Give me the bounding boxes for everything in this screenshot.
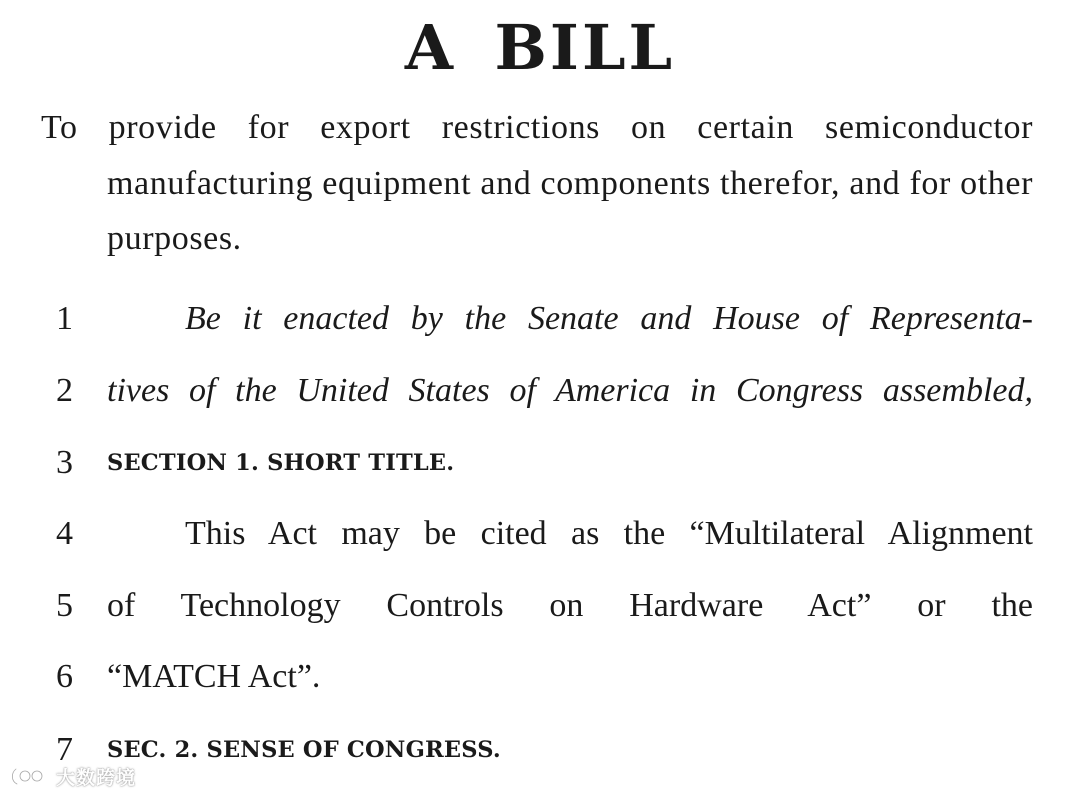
section-heading: SECTION 1. SHORT TITLE. xyxy=(107,450,455,476)
line-number: 4 xyxy=(56,515,73,552)
line-number: 7 xyxy=(56,731,73,768)
bill-line-5 xyxy=(0,581,1080,651)
bill-line-1 xyxy=(0,294,1080,364)
watermark-text: 大数跨境 xyxy=(56,766,137,789)
line-number: 5 xyxy=(56,587,73,624)
enacting-clause-line: Be it enacted by the Senate and House of Representa- xyxy=(185,300,1033,337)
line-number: 1 xyxy=(56,300,73,337)
section-body-line: of Technology Controls on Hardware Act” or the xyxy=(107,587,1033,624)
bill-line-4 xyxy=(0,509,1080,579)
bill-line-2 xyxy=(0,366,1080,436)
line-number: 6 xyxy=(56,658,73,695)
brand-logo-icon xyxy=(10,765,50,787)
line-number: 3 xyxy=(56,444,73,481)
watermark xyxy=(10,762,136,790)
section-heading: SEC. 2. SENSE OF CONGRESS. xyxy=(107,737,501,763)
bill-line-7 xyxy=(0,725,1080,795)
bill-purpose-paragraph: To provide for export restrictions on certain semiconductor manufacturing equipment and components therefor, and for other purposes. xyxy=(41,109,1033,257)
line-number: 2 xyxy=(56,372,73,409)
bill-line-6 xyxy=(0,652,1080,722)
section-body-line: This Act may be cited as the “Multilateral Alignment xyxy=(185,515,1033,552)
section-body-line: “MATCH Act”. xyxy=(107,658,321,695)
bill-heading: A BILL xyxy=(404,11,676,84)
enacting-clause-line: tives of the United States of America in Congress assembled, xyxy=(107,372,1033,409)
bill-line-3 xyxy=(0,438,1080,508)
